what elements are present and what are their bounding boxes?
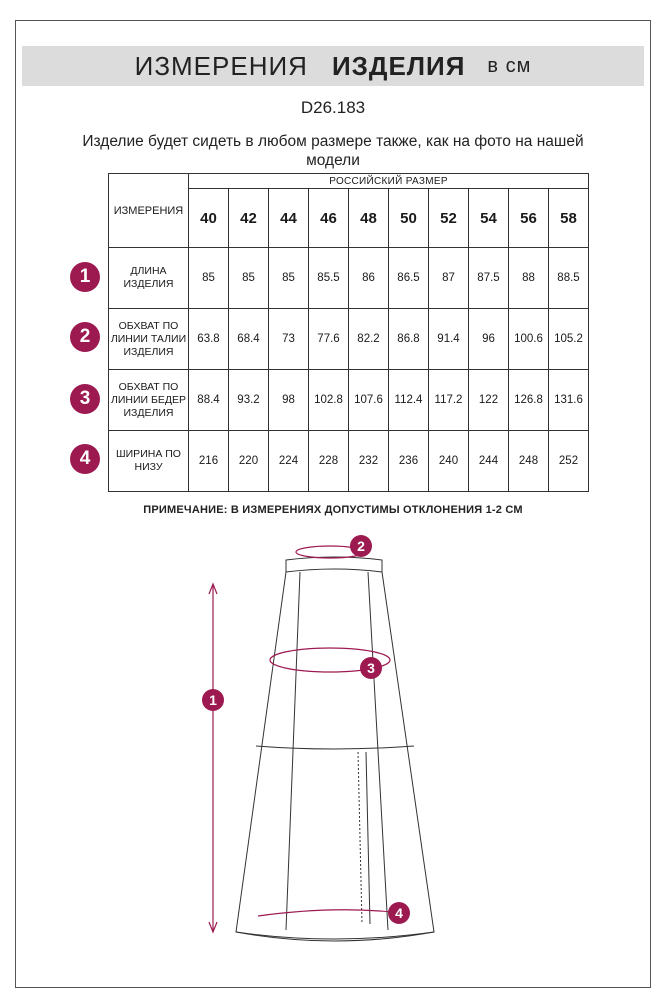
article-code: D26.183: [300, 98, 366, 117]
table-cell: 244: [469, 431, 509, 492]
row-badge-waist: 2: [70, 322, 100, 352]
table-cell: 105.2: [549, 309, 589, 370]
table-cell: 236: [389, 431, 429, 492]
size-header: 54: [469, 189, 509, 248]
table-cell: 77.6: [309, 309, 349, 370]
table-cell: 85: [229, 248, 269, 309]
size-header: 44: [269, 189, 309, 248]
skirt-slit-edge: [366, 752, 370, 924]
size-header: 46: [309, 189, 349, 248]
table-cell: 126.8: [509, 370, 549, 431]
row-label: ОБХВАТ ПО ЛИНИИ БЕДЕР ИЗДЕЛИЯ: [109, 370, 189, 431]
drawing-badge-waist: 2: [350, 535, 372, 557]
table-cell: 82.2: [349, 309, 389, 370]
title-regular: ИЗМЕРЕНИЯ: [134, 50, 308, 81]
table-cell: 87: [429, 248, 469, 309]
skirt-waistband: [286, 557, 382, 572]
title-bold: ИЗДЕЛИЯ: [331, 50, 466, 81]
table-cell: 100.6: [509, 309, 549, 370]
table-cell: 224: [269, 431, 309, 492]
title-unit: в см: [487, 54, 532, 77]
table-cell: 88.5: [549, 248, 589, 309]
table-cell: 122: [469, 370, 509, 431]
skirt-hem: [236, 932, 434, 941]
table-cell: 85: [269, 248, 309, 309]
table-cell: 96: [469, 309, 509, 370]
size-header: 58: [549, 189, 589, 248]
drawing-badge-length: 1: [202, 689, 224, 711]
row-label: ДЛИНА ИЗДЕЛИЯ: [109, 248, 189, 309]
table-cell: 240: [429, 431, 469, 492]
row-badge-hem: 4: [70, 444, 100, 474]
fit-note: Изделие будет сидеть в любом размере также, как на фото на нашей модели: [82, 133, 584, 169]
table-cell: 85.5: [309, 248, 349, 309]
table-cell: 232: [349, 431, 389, 492]
table-cell: 117.2: [429, 370, 469, 431]
row-label: ШИРИНА ПО НИЗУ: [109, 431, 189, 492]
table-cell: 73: [269, 309, 309, 370]
skirt-seam: [368, 572, 388, 930]
table-cell: 88.4: [189, 370, 229, 431]
table-cell: 85: [189, 248, 229, 309]
table-cell: 93.2: [229, 370, 269, 431]
table-cell: 252: [549, 431, 589, 492]
skirt-seam: [286, 572, 300, 930]
skirt-slit: [358, 752, 362, 924]
table-cell: 220: [229, 431, 269, 492]
table-cell: 63.8: [189, 309, 229, 370]
table-cell: 86.5: [389, 248, 429, 309]
row-badge-hips: 3: [70, 384, 100, 414]
table-cell: 68.4: [229, 309, 269, 370]
hem-measure-line: [258, 910, 392, 916]
table-cell: 248: [509, 431, 549, 492]
size-group-label: РОССИЙСКИЙ РАЗМЕР: [189, 174, 589, 189]
table-cell: 228: [309, 431, 349, 492]
size-header: 56: [509, 189, 549, 248]
size-header: 50: [389, 189, 429, 248]
table-cell: 102.8: [309, 370, 349, 431]
size-header: 40: [189, 189, 229, 248]
skirt-outline: [236, 572, 434, 939]
table-cell: 91.4: [429, 309, 469, 370]
row-badge-length: 1: [70, 262, 100, 292]
table-cell: 86.8: [389, 309, 429, 370]
corner-label: ИЗМЕРЕНИЯ: [109, 174, 189, 248]
table-cell: 112.4: [389, 370, 429, 431]
table-cell: 98: [269, 370, 309, 431]
table-cell: 87.5: [469, 248, 509, 309]
drawing-badge-hem: 4: [388, 902, 410, 924]
drawing-badge-hips: 3: [360, 657, 382, 679]
table-cell: 107.6: [349, 370, 389, 431]
size-header: 52: [429, 189, 469, 248]
table-cell: 86: [349, 248, 389, 309]
table-cell: 216: [189, 431, 229, 492]
row-label: ОБХВАТ ПО ЛИНИИ ТАЛИИ ИЗДЕЛИЯ: [109, 309, 189, 370]
table-cell: 131.6: [549, 370, 589, 431]
size-header: 48: [349, 189, 389, 248]
table-cell: 88: [509, 248, 549, 309]
skirt-yoke-line: [256, 746, 414, 749]
size-header: 42: [229, 189, 269, 248]
tolerance-note: ПРИМЕЧАНИЕ: В ИЗМЕРЕНИЯХ ДОПУСТИМЫ ОТКЛОНЕНИЯ 1-2 СМ: [143, 504, 523, 516]
